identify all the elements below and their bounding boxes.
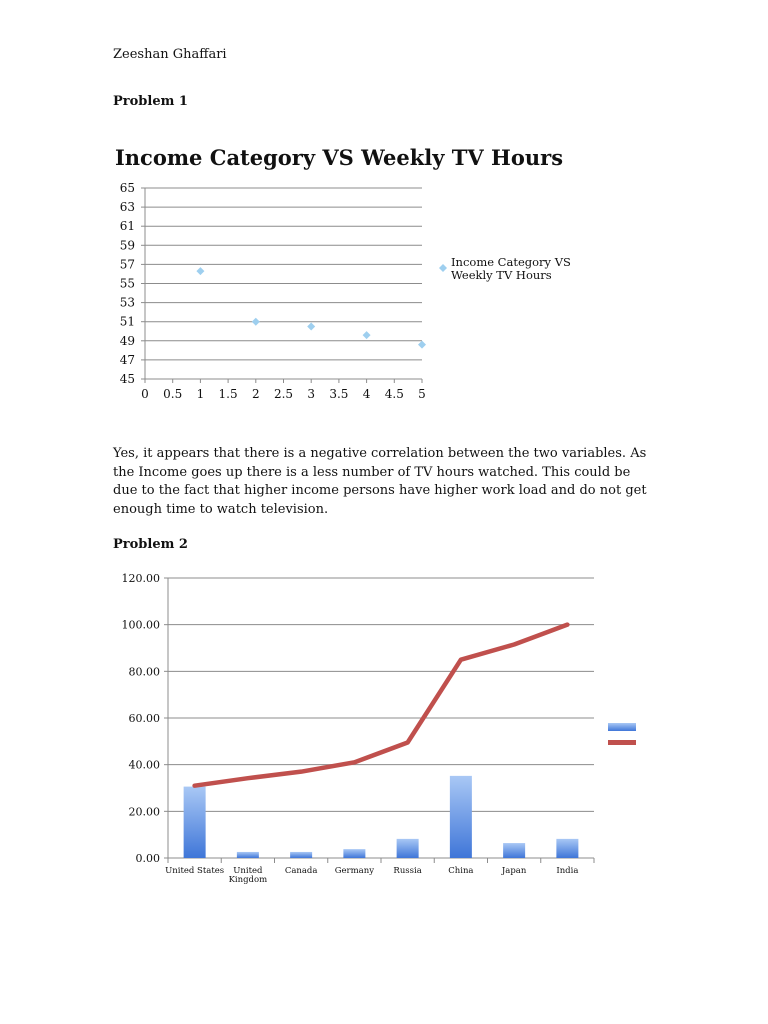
scatter-point: [307, 322, 315, 330]
y-tick-label: 80.00: [128, 665, 160, 679]
x-category-label: Canada: [284, 866, 318, 876]
y-tick-label: 120.00: [121, 572, 160, 585]
y-tick-label: 40.00: [128, 758, 160, 772]
problem-1-answer: Yes, it appears that there is a negative correlation between the two variables. As the Income goes up there is a less number of TV hours watched. This could be due to the fact that higher income persons have higher work load and do not get enough time to watch television.: [113, 446, 647, 517]
y-tick-label: 100.00: [121, 618, 160, 632]
y-tick-label: 0.00: [135, 852, 160, 865]
legend-label-line-1: Income Category VS: [451, 255, 571, 269]
y-tick-label: 53: [119, 295, 135, 310]
scatter-point: [363, 331, 371, 339]
y-tick-label: 55: [119, 276, 135, 291]
problem-1-heading: Problem 1: [113, 94, 188, 109]
y-tick-label: 47: [119, 352, 135, 367]
legend-marker-diamond: [439, 264, 447, 272]
x-category-label: Japan: [501, 866, 527, 876]
x-tick-label: 3: [307, 387, 316, 401]
scatter-point: [196, 267, 204, 275]
author-name: Zeeshan Ghaffari: [113, 47, 227, 62]
x-tick-label: 4: [362, 387, 371, 401]
x-tick-label: 1: [196, 387, 205, 401]
y-tick-label: 59: [119, 238, 135, 253]
scatter-chart-title: Income Category VS Weekly TV Hours: [114, 145, 564, 170]
y-tick-label: 45: [119, 372, 135, 386]
scatter-legend: [439, 255, 571, 282]
scatter-point: [252, 318, 260, 326]
y-tick-label: 51: [119, 314, 135, 329]
y-tick-label: 65: [119, 181, 135, 195]
x-category-label: United States: [165, 866, 225, 876]
x-tick-label: 2: [251, 387, 260, 401]
x-tick-label: 0: [141, 387, 149, 401]
y-tick-label: 49: [119, 333, 135, 348]
y-tick-label: 63: [119, 200, 135, 215]
x-category-label: United Kingdom: [228, 866, 268, 885]
x-category-label: Germany: [334, 866, 375, 876]
x-tick-label: 2.5: [273, 387, 294, 401]
problem-2-heading: Problem 2: [113, 537, 188, 552]
y-tick-label: 61: [119, 219, 135, 234]
y-tick-label: 57: [119, 257, 135, 272]
x-category-label: Russia: [393, 866, 422, 876]
y-tick-label: 60.00: [128, 712, 160, 725]
y-tick-label: 20.00: [128, 805, 160, 819]
x-tick-label: 1.5: [218, 387, 238, 401]
x-tick-label: 4.5: [384, 387, 404, 401]
x-tick-label: 0.5: [163, 387, 183, 401]
x-category-label: China: [448, 866, 474, 876]
scatter-point: [418, 341, 426, 349]
x-tick-label: 3.5: [329, 387, 349, 401]
x-tick-label: 5: [418, 387, 426, 401]
x-category-label: India: [556, 866, 579, 876]
legend-label-line-2: Weekly TV Hours: [451, 268, 552, 282]
